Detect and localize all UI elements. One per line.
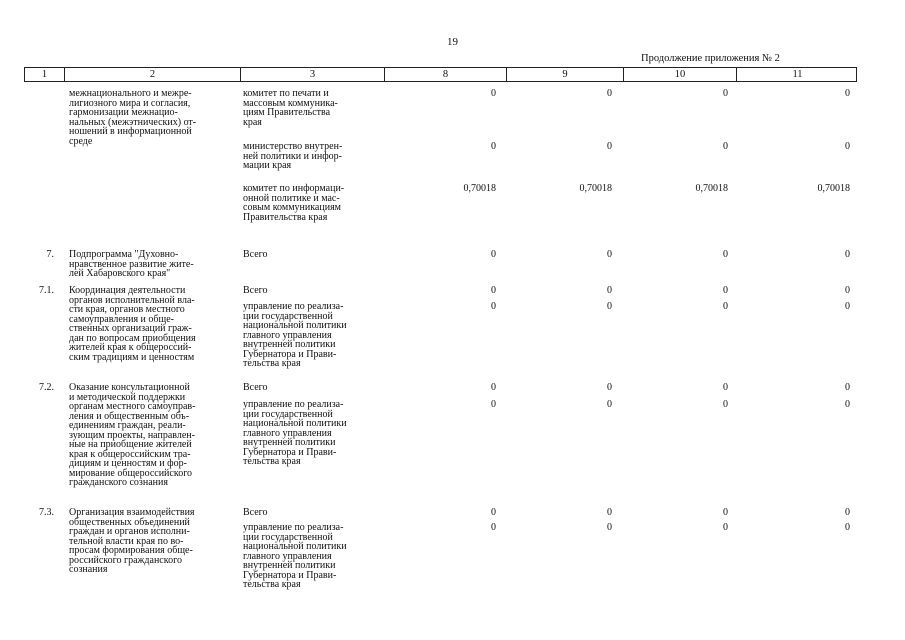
row-number: 7.1. bbox=[39, 285, 54, 296]
executor-label: комитет по информаци- онной политике и мас- совым коммуникациям Правительства края bbox=[243, 183, 345, 223]
value-cell: 0 bbox=[607, 399, 612, 410]
value-cell: 0 bbox=[845, 507, 850, 518]
value-cell: 0 bbox=[723, 382, 728, 393]
value-cell: 0 bbox=[845, 249, 850, 260]
executor-label: Всего bbox=[243, 285, 268, 296]
value-cell: 0,70018 bbox=[579, 183, 612, 194]
value-cell: 0 bbox=[845, 382, 850, 393]
row-number: 7. bbox=[46, 249, 54, 260]
value-cell: 0 bbox=[491, 88, 496, 99]
value-cell: 0 bbox=[723, 399, 728, 410]
row-name: межнационального и межре- лигиозного мира и согласия, гармонизации межнацио- нальных (межэтнических) от- ношений в информационной среде bbox=[69, 88, 197, 147]
row-name: Организация взаимодействия общественных объединений граждан и органов исполни- тельной власти края по во- просам формирования обще- российского гражданского сознания bbox=[69, 507, 195, 575]
value-cell: 0 bbox=[723, 522, 728, 533]
value-cell: 0 bbox=[491, 382, 496, 393]
value-cell: 0 bbox=[845, 141, 850, 152]
value-cell: 0 bbox=[491, 522, 496, 533]
value-cell: 0 bbox=[607, 507, 612, 518]
executor-label: Всего bbox=[243, 249, 268, 260]
value-cell: 0 bbox=[607, 301, 612, 312]
executor-label: управление по реализа- ции государственной национальной политики главного управления внутренней политики Губернатора и Прави- тельства края bbox=[243, 522, 347, 590]
executor-label: Всего bbox=[243, 382, 268, 393]
value-cell: 0 bbox=[607, 141, 612, 152]
value-cell: 0 bbox=[491, 399, 496, 410]
executor-label: Всего bbox=[243, 507, 268, 518]
value-cell: 0 bbox=[607, 382, 612, 393]
value-cell: 0 bbox=[723, 88, 728, 99]
value-cell: 0 bbox=[723, 301, 728, 312]
value-cell: 0 bbox=[845, 522, 850, 533]
value-cell: 0 bbox=[491, 285, 496, 296]
value-cell: 0 bbox=[491, 507, 496, 518]
value-cell: 0 bbox=[845, 399, 850, 410]
executor-label: управление по реализа- ции государственной национальной политики главного управления внутренней политики Губернатора и Прави- тельства края bbox=[243, 301, 347, 369]
value-cell: 0 bbox=[607, 88, 612, 99]
value-cell: 0 bbox=[845, 88, 850, 99]
executor-label: управление по реализа- ции государственной национальной политики главного управления внутренней политики Губернатора и Прави- тельства края bbox=[243, 399, 347, 467]
value-cell: 0 bbox=[607, 249, 612, 260]
header-col-11: 11 bbox=[792, 69, 803, 80]
value-cell: 0 bbox=[607, 522, 612, 533]
header-col-9: 9 bbox=[562, 69, 568, 80]
row-name: Оказание консультационной и методической поддержки органам местного самоуправ- ления и общественным объ- единениям граждан, реали- зующим проекты, направлен- ные на приобщение жителей края к общероссийским тра- дициям и ценностям и фор- мирование общероссийского гражданского сознания bbox=[69, 382, 196, 488]
continuation-note: Продолжение приложения № 2 bbox=[641, 53, 780, 64]
value-cell: 0 bbox=[845, 285, 850, 296]
value-cell: 0 bbox=[845, 301, 850, 312]
row-number: 7.3. bbox=[39, 507, 54, 518]
executor-label: министерство внутрен- ней политики и инфор- мации края bbox=[243, 141, 343, 171]
header-col-3: 3 bbox=[309, 69, 316, 80]
header-col-2: 2 bbox=[149, 69, 156, 80]
value-cell: 0 bbox=[723, 249, 728, 260]
value-cell: 0 bbox=[491, 249, 496, 260]
value-cell: 0,70018 bbox=[695, 183, 728, 194]
value-cell: 0 bbox=[491, 141, 496, 152]
value-cell: 0 bbox=[723, 507, 728, 518]
row-name: Подпрограмма "Духовно- нравственное развитие жите- лей Хабаровского края" bbox=[69, 249, 194, 279]
value-cell: 0 bbox=[723, 285, 728, 296]
value-cell: 0 bbox=[607, 285, 612, 296]
executor-label: комитет по печати и массовым коммуника- циям Правительства края bbox=[243, 88, 338, 128]
table-header bbox=[24, 67, 857, 82]
value-cell: 0 bbox=[723, 141, 728, 152]
value-cell: 0,70018 bbox=[463, 183, 496, 194]
header-col-10: 10 bbox=[674, 69, 686, 80]
value-cell: 0 bbox=[491, 301, 496, 312]
page-number: 19 bbox=[447, 36, 458, 48]
row-name: Координация деятельности органов исполнительной вла- сти края, органов местного самоуправления и обще- ственных организаций граж- дан по вопросам приобщения жителей края к общероссий- ским традициям и ценностям bbox=[69, 285, 196, 363]
value-cell: 0,70018 bbox=[817, 183, 850, 194]
row-number: 7.2. bbox=[39, 382, 54, 393]
header-col-1: 1 bbox=[41, 69, 48, 80]
header-col-8: 8 bbox=[442, 69, 449, 80]
